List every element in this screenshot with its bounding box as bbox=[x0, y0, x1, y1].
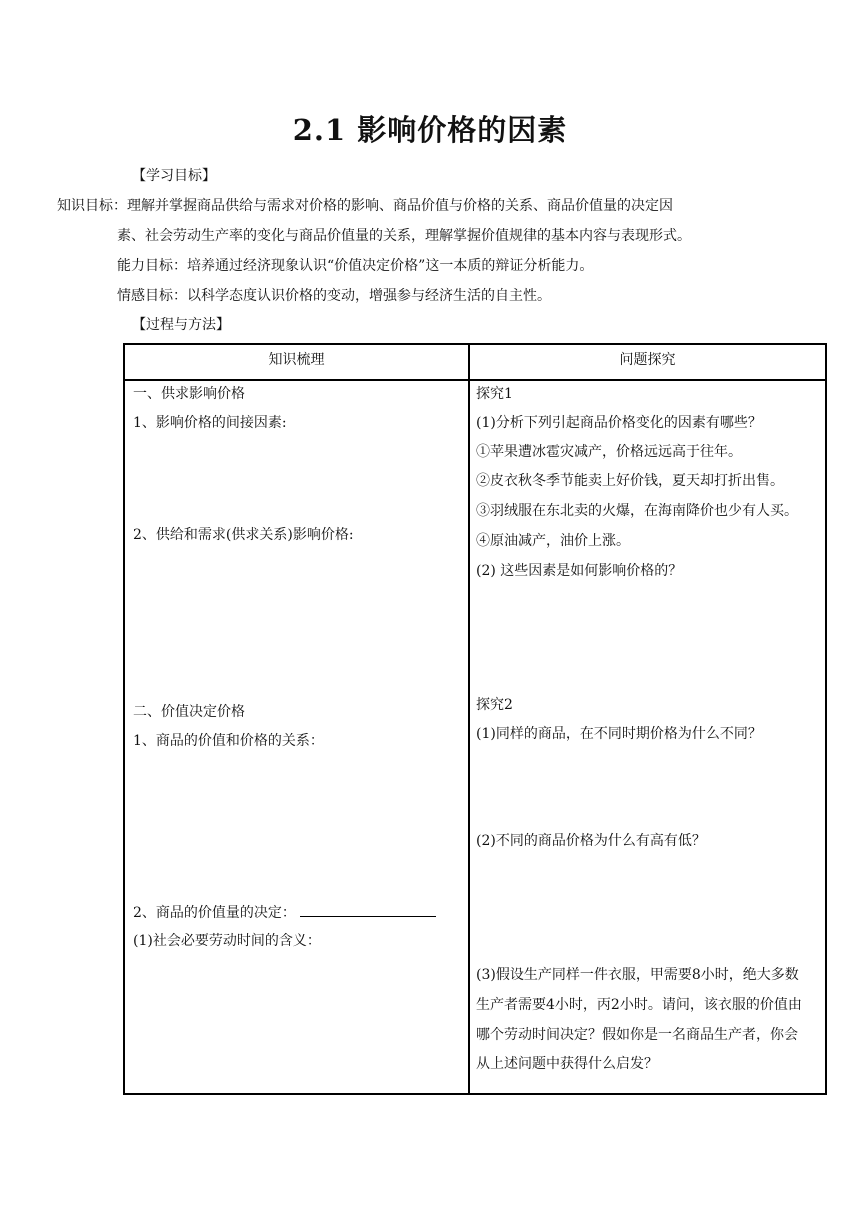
page-title: 2.1 影响价格的因素 bbox=[292, 113, 568, 147]
process-heading: 【过程与方法】 bbox=[132, 317, 230, 333]
section2-item2: 2、商品的价值量的决定： bbox=[133, 905, 296, 921]
inquiry1-item-a: ①苹果遭冰雹灾减产，价格远远高于往年。 bbox=[476, 444, 742, 460]
inquiry2-title: 探究2 bbox=[476, 697, 513, 713]
section2-item3: (1)社会必要劳动时间的含义： bbox=[133, 933, 321, 949]
fill-in-blank[interactable] bbox=[300, 902, 436, 917]
section2-item1: 1、商品的价值和价格的关系： bbox=[133, 733, 324, 749]
header-knowledge: 知识梳理 bbox=[268, 352, 325, 368]
inquiry2-q2: (2)不同的商品价格为什么有高有低？ bbox=[476, 833, 706, 849]
inquiry1-title: 探究1 bbox=[476, 386, 513, 402]
section2-item2-row bbox=[133, 902, 436, 923]
inquiry2-q3-line2: 生产者需要4小时，丙2小时。请问，该衣服的价值由 bbox=[476, 997, 802, 1013]
section1-item2: 2、供给和需求(供求关系)影响价格: bbox=[133, 527, 354, 543]
study-table bbox=[123, 343, 827, 1095]
emotion-goal: 情感目标：以科学态度认识价格的变动，增强参与经济生活的自主性。 bbox=[117, 288, 551, 304]
goals-heading: 【学习目标】 bbox=[132, 168, 216, 184]
inquiry1-q2: (2) 这些因素是如何影响价格的？ bbox=[476, 563, 683, 579]
column-divider bbox=[468, 345, 470, 1093]
inquiry2-q3-line4: 从上述问题中获得什么启发？ bbox=[476, 1056, 658, 1072]
section1-item1: 1、影响价格的间接因素: bbox=[133, 415, 287, 431]
header-inquiry: 问题探究 bbox=[619, 352, 676, 368]
inquiry1-q1: (1)分析下列引起商品价格变化的因素有哪些？ bbox=[476, 415, 762, 431]
inquiry2-q3-line3: 哪个劳动时间决定？假如你是一名商品生产者，你会 bbox=[476, 1027, 798, 1043]
ability-goal: 能力目标：培养通过经济现象认识“价值决定价格”这一本质的辩证分析能力。 bbox=[117, 258, 594, 274]
inquiry1-item-d: ④原油减产，油价上涨。 bbox=[476, 533, 630, 549]
section1-title: 一、供求影响价格 bbox=[133, 386, 245, 402]
knowledge-goal-line1: 知识目标：理解并掌握商品供给与需求对价格的影响、商品价值与价格的关系、商品价值量的决定因 bbox=[57, 198, 673, 214]
inquiry1-item-c: ③羽绒服在东北卖的火爆，在海南降价也少有人买。 bbox=[476, 503, 798, 519]
inquiry2-q3-line1: (3)假设生产同样一件衣服，甲需要8小时，绝大多数 bbox=[476, 967, 799, 983]
header-divider bbox=[125, 379, 825, 381]
knowledge-goal-line2: 素、社会劳动生产率的变化与商品价值量的关系，理解掌握价值规律的基本内容与表现形式。 bbox=[117, 228, 691, 244]
inquiry2-q1: (1)同样的商品，在不同时期价格为什么不同？ bbox=[476, 726, 762, 742]
inquiry1-item-b: ②皮衣秋冬季节能卖上好价钱，夏天却打折出售。 bbox=[476, 473, 784, 489]
section2-title: 二、价值决定价格 bbox=[133, 704, 245, 720]
